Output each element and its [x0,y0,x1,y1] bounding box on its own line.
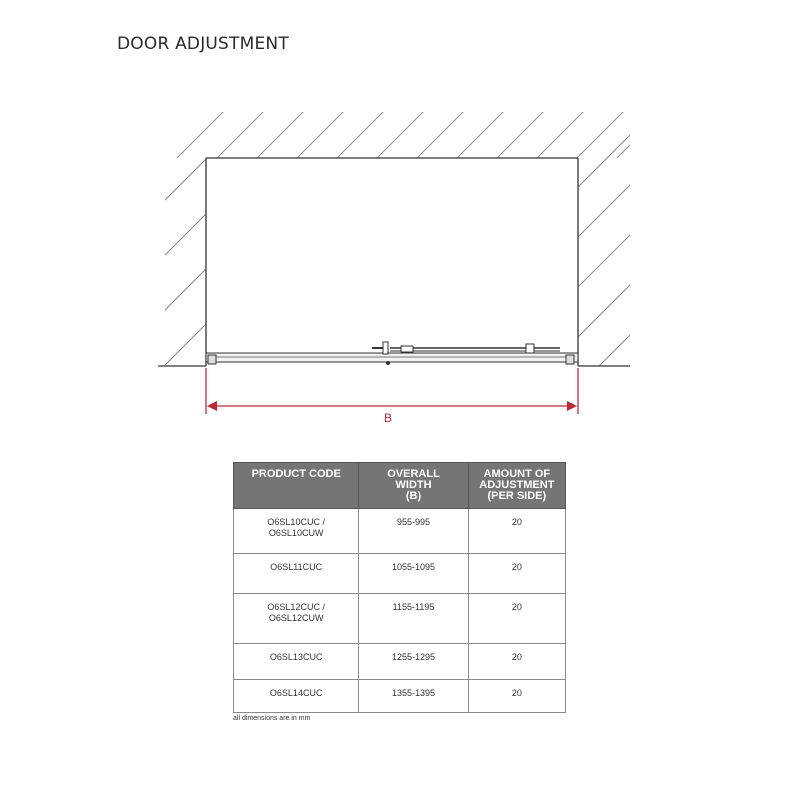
overall-width-cell: 1155-1195 [359,594,468,644]
product-code-cell: O6SL14CUC [234,680,359,713]
product-code-cell: O6SL11CUC [234,554,359,594]
adjustment-cell: 20 [468,554,565,594]
overall-width-cell: 1255-1295 [359,644,468,680]
table-row [234,554,566,594]
adjustment-table [233,462,566,713]
overall-width-cell: 1055-1095 [359,554,468,594]
overall-width-cell: 955-995 [359,509,468,554]
table-row [234,509,566,554]
product-code-cell: O6SL10CUC / O6SL10CUW [234,509,359,554]
header-overall-width: OVERALL WIDTH (B) [359,463,468,509]
sliding-door-assembly [206,342,578,365]
table-row [234,644,566,680]
adjustment-cell: 20 [468,644,565,680]
adjustment-cell: 20 [468,680,565,713]
overall-width-cell: 1355-1395 [359,680,468,713]
header-amount-of-adjustment: AMOUNT OF ADJUSTMENT (PER SIDE) [468,463,565,509]
table-row [234,594,566,644]
product-code-cell: O6SL13CUC [234,644,359,680]
dimension-line-b [206,368,578,414]
adjustment-cell: 20 [468,594,565,644]
wall-hatching [150,105,665,435]
dimension-label-b: B [384,411,393,425]
page-title: DOOR ADJUSTMENT [117,34,289,54]
table-header-row [234,463,566,509]
product-code-cell: O6SL12CUC / O6SL12CUW [234,594,359,644]
header-product-code: PRODUCT CODE [234,463,359,509]
adjustment-cell: 20 [468,509,565,554]
table-row [234,680,566,713]
footnote: all dimensions are in mm [233,715,311,722]
recess-outline [158,158,630,366]
